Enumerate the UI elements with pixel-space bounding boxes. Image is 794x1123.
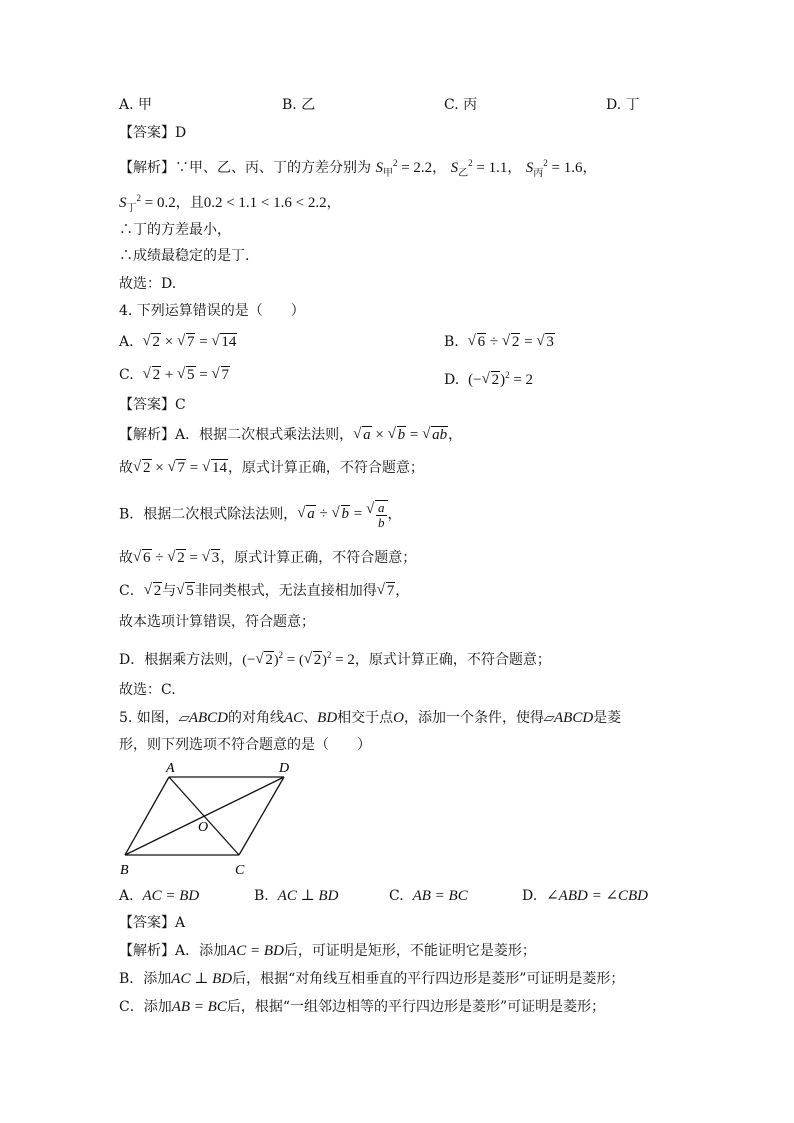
q3-option-c: C. 丙 — [444, 97, 478, 113]
q5-stem-line1: 5. 如图，▱ABCD的对角线AC、BD相交于点O，添加一个条件，使得▱ABCD是菱 — [119, 710, 622, 726]
label-d: D — [279, 761, 290, 776]
q4-analysis-c-conclusion: 故本选项计算错误，符合题意； — [119, 614, 315, 630]
q5-option-c: C. AB = BC — [389, 888, 468, 904]
q3-option-d: D. 丁 — [606, 97, 640, 113]
q5-analysis-a: 【解析】A．添加AC = BD后，可证明是矩形，不能证明它是菱形； — [119, 943, 536, 959]
label-o: O — [198, 820, 209, 835]
q3-analysis-line4: ∴成绩最稳定的是丁. — [119, 248, 250, 264]
q3-choose: 故选：D. — [119, 276, 177, 292]
q5-analysis-c: C．添加AB = BC后，根据“一组邻边相等的平行四边形是菱形”可证明是菱形； — [119, 999, 606, 1015]
q3-analysis-line3: ∴丁的方差最小， — [119, 222, 231, 238]
q5-analysis-b: B．添加AC ⊥ BD后，根据“对角线互相垂直的平行四边形是菱形”可证明是菱形； — [119, 971, 625, 987]
q5-option-d: D. ∠ABD = ∠CBD — [522, 888, 649, 904]
q5-option-a: A. AC = BD — [119, 888, 200, 904]
q4-choose: 故选：C. — [119, 682, 176, 698]
q3-option-a: A. 甲 — [119, 97, 153, 113]
q4-analysis-d: D．根据乘方法则，(−√ 2)$^2$ = (√ 2)$^2$ = 2，原式计算正确，不符合题意； — [119, 645, 551, 671]
q4-analysis-a-result: 故√ 2 × √ 7 = √ 14，原式计算正确，不符合题意； — [119, 458, 424, 478]
label-a: A — [166, 761, 175, 776]
parallelogram-figure — [112, 758, 312, 882]
label-b: B — [120, 863, 129, 878]
diagonal-bd — [125, 777, 284, 855]
q3-analysis-line1: 【解析】∵甲、乙、丙、丁的方差分别为 $S_甲^2 = 2.2$， $S_乙^2 = 1.1$， $S_丙^2 = 1.6$， — [119, 158, 597, 179]
q4-option-c: C. √ 2 + √ 5 = √ 7 — [119, 365, 230, 385]
q3-answer: 【答案】D — [119, 125, 187, 141]
q4-analysis-b: B．根据二次根式除法法则，√ a ÷ √ b = √ $\frac{a}{b}$ ， — [119, 500, 402, 530]
q5-option-b: B. AC ⊥ BD — [254, 888, 339, 904]
side-ba — [125, 777, 169, 855]
q3-analysis-line2: $S_丁^2 = 0.2$，且0.2 < 1.1 < 1.6 < 2.2， — [119, 193, 341, 214]
q4-option-b: B. √ 6 ÷ √ 2 = √ 3 — [444, 332, 555, 352]
q4-analysis-a: 【解析】A．根据二次根式乘法法则，√ a × √ b = √ ab， — [119, 425, 462, 445]
q3-option-b: B. 乙 — [282, 97, 316, 113]
q4-analysis-c: C．√ 2与√ 5非同类根式，无法直接相加得√ 7， — [119, 581, 409, 601]
q4-option-d: D. (−√ 2)$^2$ = 2 — [444, 365, 533, 390]
q5-answer: 【答案】A — [119, 915, 186, 931]
label-c: C — [235, 863, 245, 878]
q4-answer: 【答案】C — [119, 397, 186, 413]
q4-stem: 4. 下列运算错误的是（ ） — [119, 303, 305, 319]
q4-option-a: A. √ 2 × √ 7 = √ 14 — [119, 332, 237, 352]
q4-analysis-b-result: 故√ 6 ÷ √ 2 = √ 3，原式计算正确，不符合题意； — [119, 548, 416, 568]
q5-stem-line2: 形，则下列选项不符合题意的是（ ） — [119, 737, 371, 753]
